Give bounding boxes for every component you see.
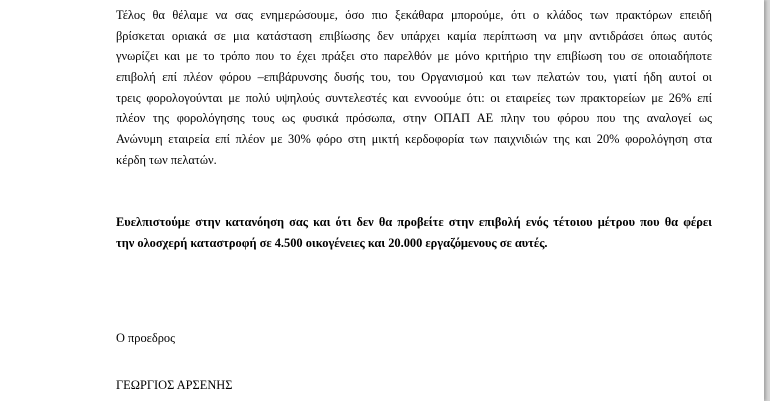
signature-title: Ο προεδρος — [116, 331, 176, 345]
paragraph-line: κέρδη των πελατών. — [116, 152, 217, 167]
paragraph-appeal — [116, 212, 712, 253]
paragraph-line: την ολοσχερή καταστροφή σε 4.500 οικογένειες και 20.000 εργαζόμενους σε αυτές. — [116, 235, 548, 250]
paragraph-line: βρίσκεται οριακά σε μια κατάσταση επιβίωσης δεν υπάρχει καμία περίπτωση να μην αντιδράσει όπως αυτός — [116, 28, 712, 43]
paragraph-line: πλέον της φορολόγησης τους ως φυσικά πρόσωπα, στην ΟΠΑΠ ΑΕ πλην του φόρου που της αναλογεί ως — [116, 111, 712, 126]
paragraph-line: Τέλος θα θέλαμε να σας ενημερώσουμε, όσο πιο ξεκάθαρα μπορούμε, ότι ο κλάδος των πρακτόρων επειδή — [116, 8, 712, 22]
paragraph-line: Ανώνυμη εταιρεία επί πλέον με 30% φόρο στη μικτή κερδοφορία των παιχνιδιών της και 20% φορολόγηση στα — [116, 132, 712, 147]
paragraph-line: Ευελπιστούμε στην κατανόηση σας και ότι δεν θα προβείτε στην επιβολή ενός τέτοιου μέτρου που θα φέρει — [116, 215, 712, 229]
paragraph-closing-notice — [116, 5, 712, 171]
paragraph-line: τρεις φορολογούνται με πολύ υψηλούς συντελεστές και εννοούμε ότι: οι εταιρείες των πρακτορείων με 26% επί — [116, 90, 712, 105]
signature-name: ΓΕΩΡΓΙΟΣ ΑΡΣΕΝΗΣ — [116, 378, 233, 392]
paragraph-line: γνωρίζει και με το τρόπο που το έχει πράξει στο παρελθόν με μόνο κριτήριο την επιβίωση του σε οποιαδήποτε — [116, 49, 712, 64]
paragraph-line: επιβολή επί πλέον φόρου –επιβάρυνσης δυσής του, του Οργανισμού και των πελατών του, γιατί ήδη αυτοί οι — [116, 70, 712, 85]
